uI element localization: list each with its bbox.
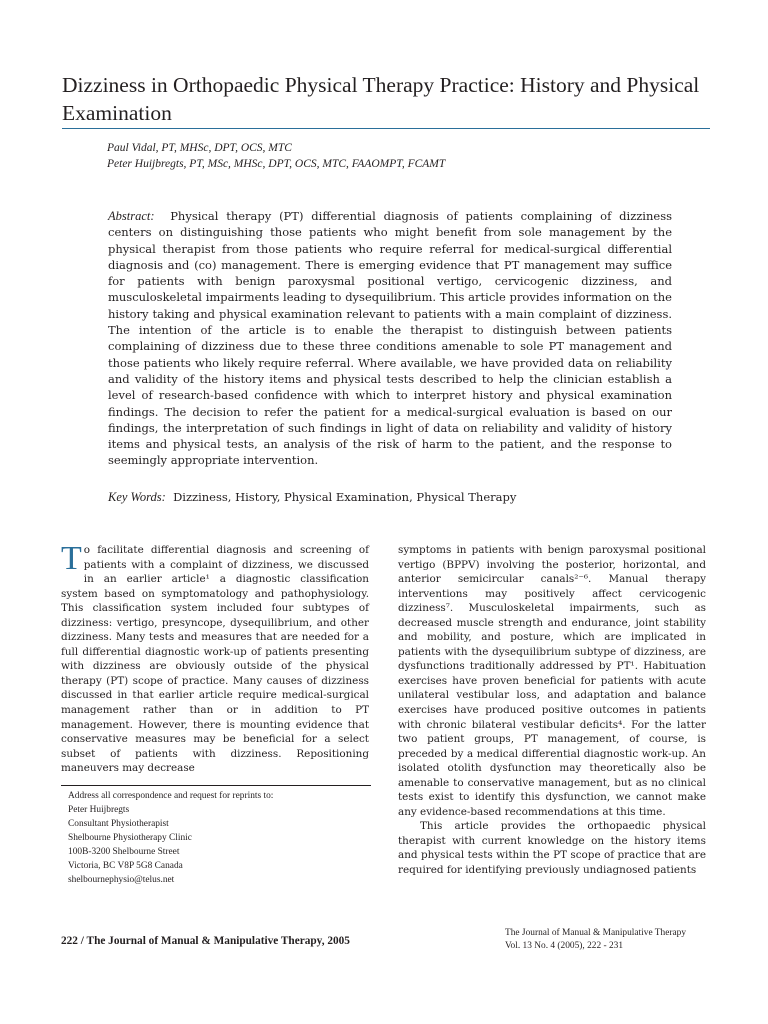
correspondence-block [68, 789, 273, 887]
page-footer-left: 222 / The Journal of Manual & Manipulative Therapy, 2005 [61, 935, 350, 947]
page-footer-right [505, 927, 686, 953]
correspondence-divider [61, 785, 371, 786]
abstract-label: Abstract: [108, 209, 155, 223]
abstract-text: Physical therapy (PT) differential diagnosis of patients complaining of dizziness centers on distinguishing those patients who might benefit from sole management by the physical therapist from those patients who require referral for medical-surgical differential diagnosis and (co) management. There is emerging evidence that PT management may suffice for patients with benign paroxysmal positional vertigo, cervicogenic dizziness, and musculoskeletal impairments leading to dysequilibrium. This article provides information on the history taking and physical examination relevant to patients with a main complaint of dizziness. The intention of the article is to enable the therapist to distinguish between patients complaining of dizziness due to these three conditions amenable to sole PT management and those patients who likely require referral. Where available, we have provided data on reliability and validity of the history items and physical tests described to help the clinician establish a level of research-based confidence with which to interpret history and physical examination findings. The decision to refer the patient for a medical-surgical evaluation is based on our findings, the interpretation of such findings in light of data on reliability and validity of history items and physical tests, an analysis of the risk of harm to the patient, and the response to seemingly appropriate intervention. [108, 209, 673, 468]
journal-name: The Journal of Manual & Manipulative Therapy [505, 928, 687, 938]
correspondence-line: Shelbourne Physiotherapy Clinic [68, 833, 192, 843]
correspondence-email: shelbournephysio@telus.net [68, 875, 175, 885]
correspondence-line: Victoria, BC V8P 5G8 Canada [68, 861, 183, 871]
keywords-text: Dizziness, History, Physical Examination, Physical Therapy [173, 490, 517, 504]
author-list [107, 141, 445, 172]
body-column-right [398, 543, 706, 878]
article-title: Dizziness in Orthopaedic Physical Therapy Practice: History and Physical Examination [62, 73, 700, 125]
body-column-left [61, 540, 369, 776]
right-column-paragraph-2 [398, 819, 706, 877]
correspondence-line: Address all correspondence and request for reprints to: [68, 791, 274, 801]
title-divider [62, 128, 710, 129]
author-1: Paul Vidal, PT, MHSc, DPT, OCS, MTC [107, 142, 292, 154]
keywords [108, 490, 516, 505]
abstract [108, 208, 672, 469]
keywords-label: Key Words: [108, 490, 166, 504]
correspondence-line: 100B-3200 Shelbourne Street [68, 847, 180, 857]
right-column-paragraph-1: symptoms in patients with benign paroxysmal positional vertigo (BPPV) involving the posterior, horizontal, and anterior semicircular canals²⁻⁶. Manual therapy interventions may positively affect cervicogenic dizziness⁷. Musculoskeletal impairments, such as decreased muscle strength and endurance, joint stability and mobility, and posture, which are implicated in patients with the dysequilibrium subtype of dizziness, are dysfunctions traditionally addressed by PT¹. Habituation exercises have proven beneficial for patients with acute unilateral vestibular loss, and adaptation and balance exercises have produced positive outcomes in patients with chronic bilateral vestibular deficits⁴. For the latter two patient groups, PT management, of course, is preceded by a medical differential diagnostic work-up. An isolated otolith dysfunction may theoretically also be amenable to conservative management, but as no clinical tests exist to identify this dysfunction, we cannot make any evidence-based recommendations at this time. [398, 544, 706, 818]
left-column-text: o facilitate differential diagnosis and screening of patients with a complaint of dizziness, we discussed in an earlier article¹ a diagnostic classification system based on symptomatology and pathophysiology. This classification system included four subtypes of dizziness: vertigo, presyncope, dysequilibrium, and other dizziness. Many tests and measures that are needed for a full differential diagnostic work-up of patients presenting with dizziness are obviously outside of the physical therapy (PT) scope of practice. Many causes of dizziness discussed in that earlier article require medical-surgical management rather than or in addition to PT management. However, there is mounting evidence that conservative measures may be beneficial for a select subset of patients with dizziness. Repositioning maneuvers may decrease [61, 544, 369, 775]
author-2: Peter Huijbregts, PT, MSc, MHSc, DPT, OCS, MTC, FAAOMPT, FCAMT [107, 157, 446, 170]
right-column-paragraph-2-text: This article provides the orthopaedic physical therapist with current knowledge on the history items and physical tests within the PT scope of practice that are required for identifying previously undiagnosed patients [398, 820, 706, 877]
correspondence-line: Consultant Physiotherapist [68, 819, 169, 829]
journal-volume: Vol. 13 No. 4 (2005), 222 - 231 [505, 941, 624, 951]
drop-cap: T [61, 540, 82, 577]
correspondence-line: Peter Huijbregts [68, 805, 130, 815]
